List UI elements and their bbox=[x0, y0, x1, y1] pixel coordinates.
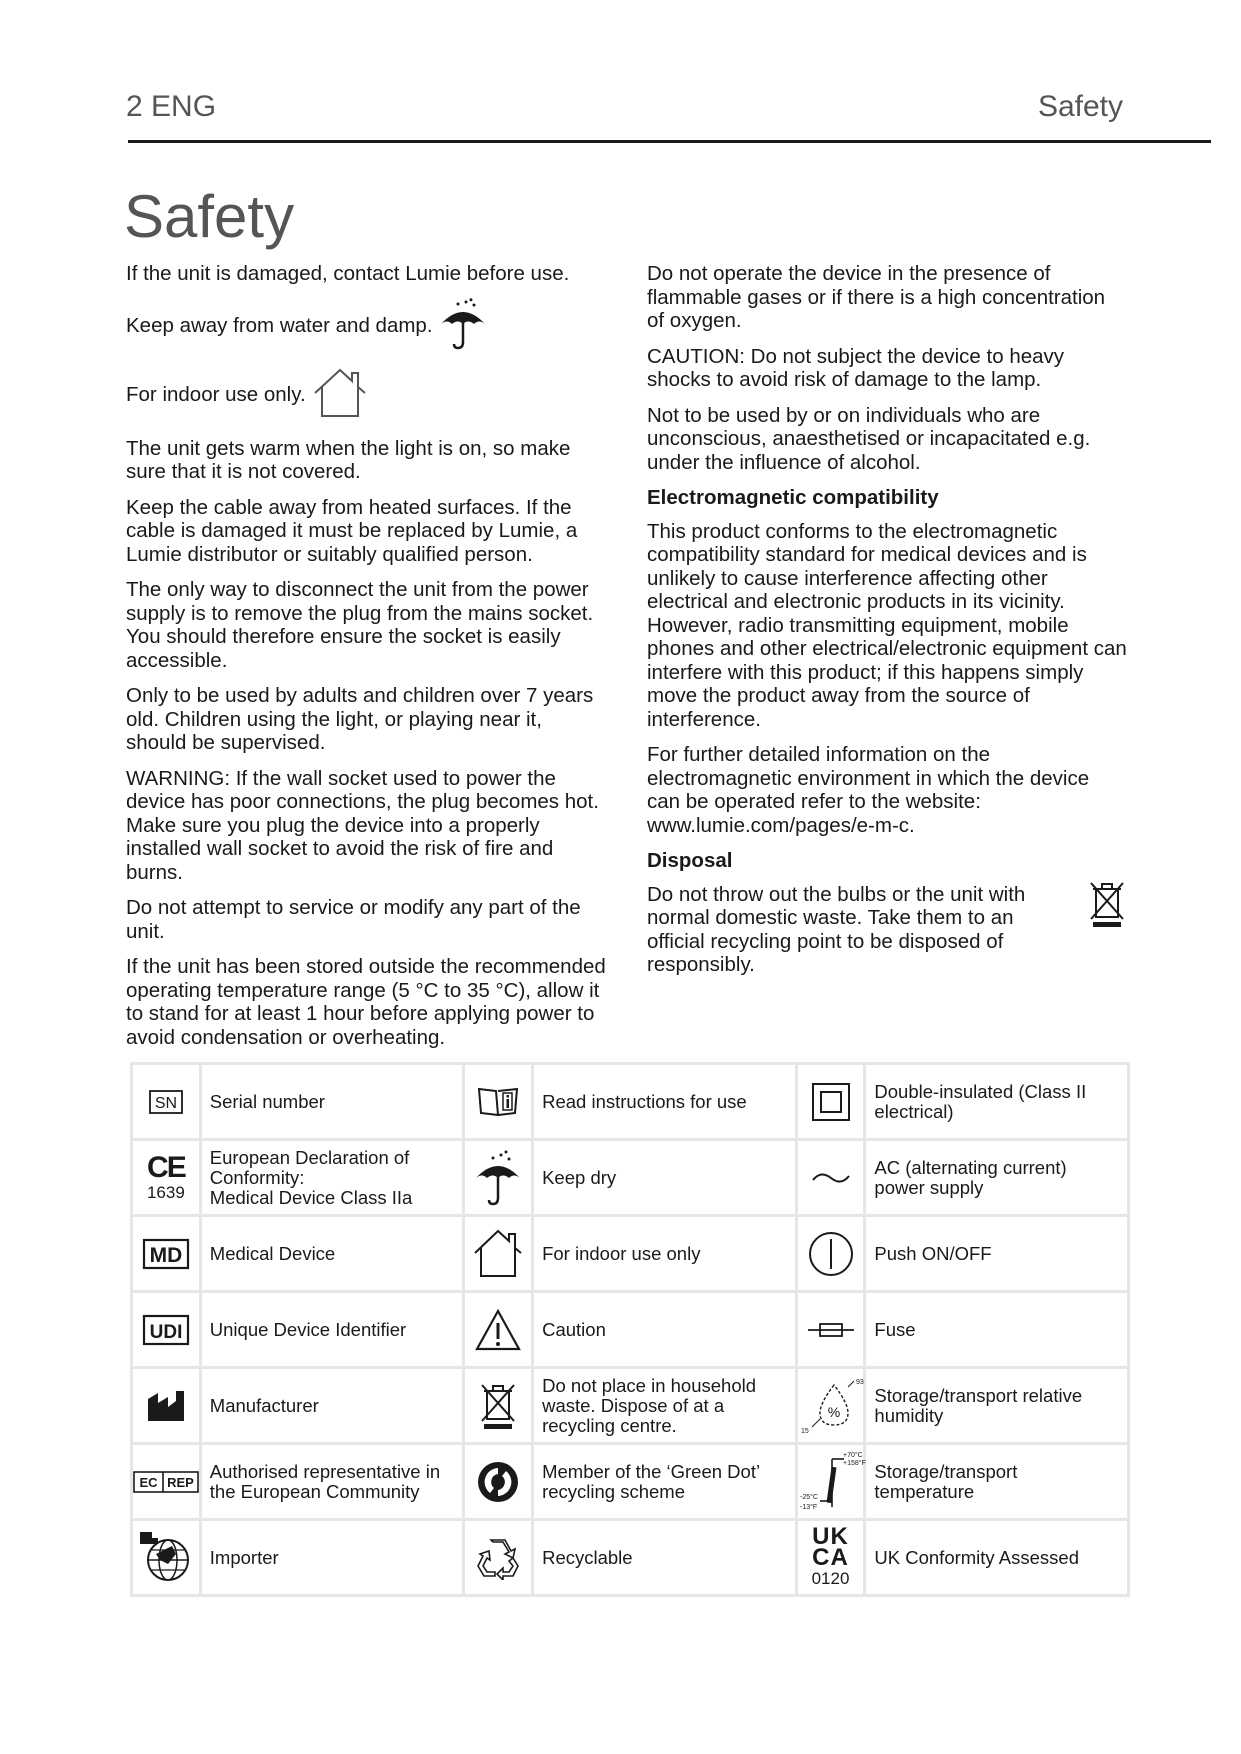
green-dot-icon bbox=[464, 1444, 533, 1520]
disposal-heading: Disposal bbox=[647, 849, 733, 872]
svg-text:EC: EC bbox=[139, 1474, 158, 1490]
svg-text:-25°C: -25°C bbox=[799, 1493, 818, 1501]
symbol-label: Fuse bbox=[865, 1292, 1129, 1368]
keep-dry-icon bbox=[464, 1140, 533, 1216]
safety-paragraph-warning: WARNING: If the wall socket used to power the device has poor connections, the plug becomes hot. Make sure you plug the device into a properly installed wall socket to avoid the risk of fire and burns. bbox=[126, 766, 599, 884]
table-row bbox=[132, 1064, 1129, 1140]
ce-mark-icon bbox=[132, 1140, 201, 1216]
ukca-mark-icon bbox=[796, 1520, 865, 1596]
emc-paragraph-2: For further detailed information on the electromagnetic environment in which the device can be operated refer to the website: www.lumie.com/pages/e-m-c. bbox=[647, 743, 1090, 837]
ce-mark-text: CE bbox=[147, 1150, 185, 1184]
svg-text:UDI: UDI bbox=[149, 1321, 183, 1343]
medical-device-icon bbox=[132, 1216, 201, 1292]
double-insulated-icon bbox=[796, 1064, 865, 1140]
safety-paragraph-cable: Keep the cable away from heated surfaces. If the cable is damaged it must be replaced by Lumie, a Lumie distributor or suitably qualified person. bbox=[126, 495, 578, 566]
crossed-bin-icon bbox=[1087, 879, 1127, 935]
page-title: Safety bbox=[124, 183, 295, 250]
power-button-icon bbox=[796, 1216, 865, 1292]
ukca-bottom: CA bbox=[812, 1543, 849, 1571]
table-row bbox=[132, 1368, 1129, 1444]
symbol-label: Authorised representative in the European Community bbox=[200, 1444, 464, 1520]
indoor-house-icon bbox=[464, 1216, 533, 1292]
svg-text:93: 93 bbox=[855, 1378, 864, 1386]
temperature-limit-icon bbox=[796, 1444, 865, 1520]
symbol-label: Unique Device Identifier bbox=[200, 1292, 464, 1368]
symbol-label: AC (alternating current) power supply bbox=[865, 1140, 1129, 1216]
household-waste-icon bbox=[464, 1368, 533, 1444]
disposal-paragraph: Do not throw out the bulbs or the unit with normal domestic waste. Take them to an official recycling point to be disposed of responsibly. bbox=[647, 882, 1026, 976]
safety-paragraph-water bbox=[126, 298, 606, 356]
symbol-label: Manufacturer bbox=[200, 1368, 464, 1444]
svg-text:SN: SN bbox=[154, 1094, 178, 1112]
ce-label-line-2: Medical Device Class IIa bbox=[209, 1186, 413, 1208]
table-row bbox=[132, 1140, 1129, 1216]
instructions-book-icon bbox=[464, 1064, 533, 1140]
symbol-label: Caution bbox=[533, 1292, 797, 1368]
safety-paragraph-unconscious: Not to be used by or on individuals who are unconscious, anaesthetised or incapacitated e.g. under the influence of alcohol. bbox=[647, 403, 1091, 474]
manufacturer-icon bbox=[132, 1368, 201, 1444]
symbol-label: Storage/transport relative humidity bbox=[865, 1368, 1129, 1444]
svg-text:+158°F: +158°F bbox=[842, 1459, 866, 1467]
importer-icon bbox=[132, 1520, 201, 1596]
safety-paragraph-gases: Do not operate the device in the presence of flammable gases or if there is a high concentration of oxygen. bbox=[647, 262, 1106, 332]
serial-number-icon bbox=[132, 1064, 201, 1140]
safety-paragraph-damaged: If the unit is damaged, contact Lumie before use. bbox=[126, 262, 570, 285]
symbol-label: For indoor use only bbox=[533, 1216, 797, 1292]
symbol-label: Storage/transport temperature bbox=[865, 1444, 1129, 1520]
table-row bbox=[132, 1444, 1129, 1520]
umbrella-icon bbox=[438, 298, 488, 356]
safety-paragraph-disconnect: The only way to disconnect the unit from the power supply is to remove the plug from the mains socket. You should therefore ensure the socket is easily accessible. bbox=[126, 578, 594, 672]
safety-paragraph-indoor bbox=[126, 367, 606, 425]
caution-icon bbox=[464, 1292, 533, 1368]
recyclable-icon bbox=[464, 1520, 533, 1596]
emc-paragraph-1: This product conforms to the electromagnetic compatibility standard for medical devices and is unlikely to cause interference affecting other electrical and electronic products in its vicinity. However, radio transmitting equipment, mobile phones and other electrical/electronic equipment can interfere with this product; if this happens simply move the product away from the source of interference. bbox=[647, 519, 1127, 731]
symbol-label: Member of the ‘Green Dot’ recycling scheme bbox=[533, 1444, 797, 1520]
ce-number: 1639 bbox=[146, 1182, 185, 1202]
svg-text:MD: MD bbox=[149, 1243, 183, 1267]
right-column bbox=[647, 262, 1127, 989]
ukca-top: UK bbox=[812, 1522, 849, 1550]
svg-text:+70°C: +70°C bbox=[842, 1451, 863, 1459]
house-icon bbox=[311, 367, 369, 425]
svg-text:%: % bbox=[827, 1403, 840, 1420]
symbol-label: Keep dry bbox=[533, 1140, 797, 1216]
symbol-label bbox=[200, 1140, 464, 1216]
table-row bbox=[132, 1292, 1129, 1368]
svg-text:REP: REP bbox=[167, 1474, 194, 1490]
symbol-label: UK Conformity Assessed bbox=[865, 1520, 1129, 1596]
disposal-block bbox=[647, 883, 1127, 977]
ukca-number: 0120 bbox=[811, 1568, 850, 1588]
symbol-label: Medical Device bbox=[200, 1216, 464, 1292]
symbols-table bbox=[130, 1062, 1130, 1597]
emc-heading: Electromagnetic compatibility bbox=[647, 486, 939, 509]
header-divider bbox=[128, 140, 1211, 143]
safety-paragraph-caution: CAUTION: Do not subject the device to heavy shocks to avoid risk of damage to the lamp. bbox=[647, 344, 1065, 391]
udi-icon bbox=[132, 1292, 201, 1368]
symbol-label: Importer bbox=[200, 1520, 464, 1596]
symbol-label: Double-insulated (Class II electrical) bbox=[865, 1064, 1129, 1140]
safety-paragraph-service: Do not attempt to service or modify any part of the unit. bbox=[126, 896, 581, 943]
svg-text:15: 15 bbox=[800, 1427, 809, 1435]
symbol-label: Push ON/OFF bbox=[865, 1216, 1129, 1292]
table-row bbox=[132, 1216, 1129, 1292]
ce-label-line-1: European Declaration of Conformity: bbox=[209, 1146, 410, 1188]
symbol-label: Do not place in household waste. Dispose of at a recycling centre. bbox=[533, 1368, 797, 1444]
svg-text:-13°F: -13°F bbox=[799, 1503, 817, 1511]
symbol-label: Serial number bbox=[200, 1064, 464, 1140]
humidity-icon bbox=[796, 1368, 865, 1444]
ec-rep-icon bbox=[132, 1444, 201, 1520]
ac-current-icon bbox=[796, 1140, 865, 1216]
page-number-label: 2 ENG bbox=[126, 90, 217, 123]
left-column bbox=[126, 262, 606, 1061]
symbol-label: Recyclable bbox=[533, 1520, 797, 1596]
safety-paragraph-age: Only to be used by adults and children over 7 years old. Children using the light, or playing near it, should be supervised. bbox=[126, 684, 594, 754]
fuse-icon bbox=[796, 1292, 865, 1368]
table-row bbox=[132, 1520, 1129, 1596]
safety-paragraph-warm: The unit gets warm when the light is on, so make sure that it is not covered. bbox=[126, 436, 571, 483]
safety-paragraph-storage: If the unit has been stored outside the recommended operating temperature range (5 °C to 35 °C), allow it to stand for at least 1 hour before applying power to avoid condensation or overheating. bbox=[126, 955, 606, 1049]
section-label: Safety bbox=[1037, 90, 1123, 123]
safety-paragraph-water-text: Keep away from water and damp. bbox=[126, 313, 433, 337]
symbol-label: Read instructions for use bbox=[533, 1064, 797, 1140]
safety-paragraph-indoor-text: For indoor use only. bbox=[126, 383, 306, 407]
